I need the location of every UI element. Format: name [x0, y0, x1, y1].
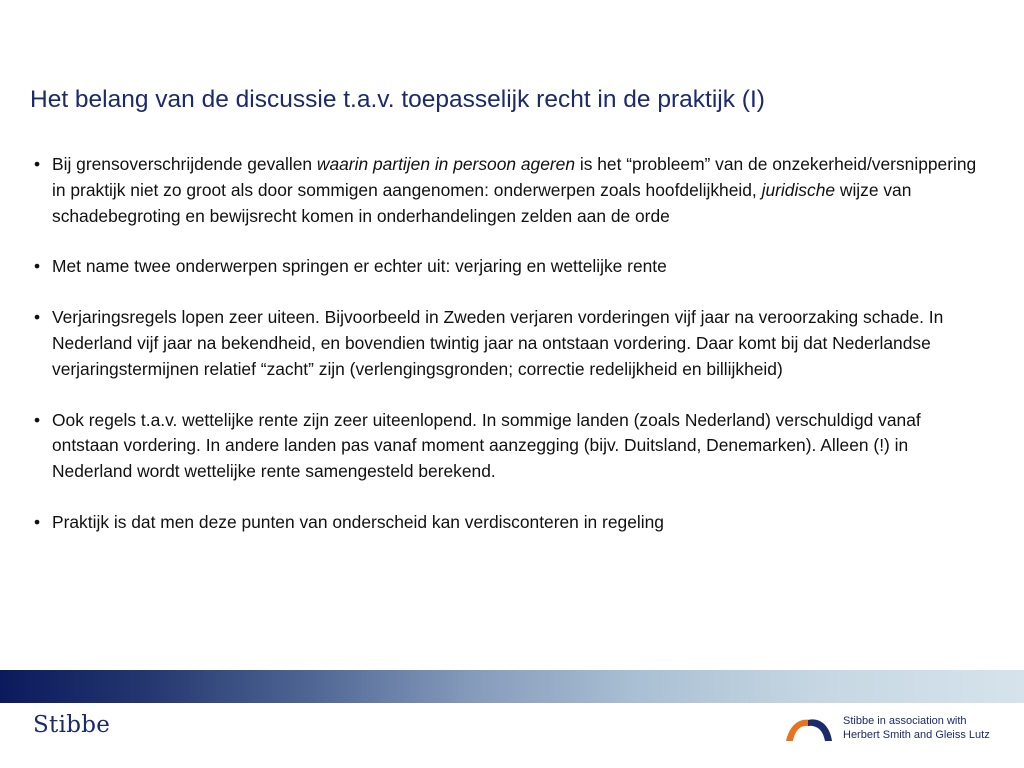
bullet-item — [34, 510, 984, 536]
bullet-item — [34, 408, 984, 485]
partner-caption — [843, 715, 990, 742]
partner-caption-line2: Herbert Smith and Gleiss Lutz — [843, 728, 990, 741]
slide-title: Het belang van de discussie t.a.v. toepasselijk recht in de praktijk (I) — [30, 86, 765, 113]
bullet-emphasis-text: juridische — [761, 179, 836, 200]
stibbe-logo: Stibbe — [33, 712, 111, 738]
bullet-text: Bij grensoverschrijdende gevallen — [52, 154, 317, 174]
bullet-text: Met name twee onderwerpen springen er echter uit: verjaring en wettelijke rente — [52, 256, 667, 277]
footer-gradient-band — [0, 670, 1024, 703]
bullet-list — [34, 152, 984, 561]
bullet-emphasis-text: waarin partijen in persoon ageren — [316, 154, 576, 174]
bullet-dot-icon: • — [34, 154, 41, 174]
bullet-text: Ook regels t.a.v. wettelijke rente zijn zeer uiteenlopend. In sommige landen (zoals Nederland) verschuldigd vanaf ontstaan vordering. In andere landen pas vanaf moment aanzegging (bijv. Duitsland, Denemarken). Alleen (!) in Nederland wordt wettelijke rente samengesteld berekend. — [52, 409, 921, 482]
orange-arc-shape — [786, 720, 810, 741]
bullet-text: Praktijk is dat men deze punten van onderscheid kan verdisconteren in regeling — [52, 511, 664, 532]
bullet-item — [34, 254, 984, 280]
bullet-dot-icon: • — [34, 409, 41, 430]
bullet-dot-icon: • — [34, 511, 41, 532]
navy-arc-shape — [808, 719, 832, 741]
bullet-dot-icon: • — [34, 256, 41, 277]
bullet-item — [34, 305, 984, 382]
bullet-text: wijze van schadebegroting en bewijsrecht komen in onderhandelingen zelden aan de orde — [52, 179, 912, 226]
bullet-text: is het “probleem” van de onzekerheid/versnippering in praktijk niet zo groot als door sommigen aangenomen: onderwerpen zoals hoofdelijkheid, — [52, 154, 977, 200]
bullet-text: Verjaringsregels lopen zeer uiteen. Bijvoorbeeld in Zweden verjaren vorderingen vijf jaar na veroorzaking schade. In Nederland vijf jaar na bekendheid, en bovendien twintig jaar na ontstaan vordering. Daar komt bij dat Nederlandse verjaringstermijnen relatief “zacht” zijn (verlengingsgronden; correctie redelijkheid en billijkheid) — [52, 307, 944, 379]
arc-bridge-logo-icon — [784, 714, 834, 742]
bullet-dot-icon: • — [34, 307, 41, 328]
bullet-item — [34, 152, 984, 229]
partner-caption-line1: Stibbe in association with — [843, 715, 967, 727]
